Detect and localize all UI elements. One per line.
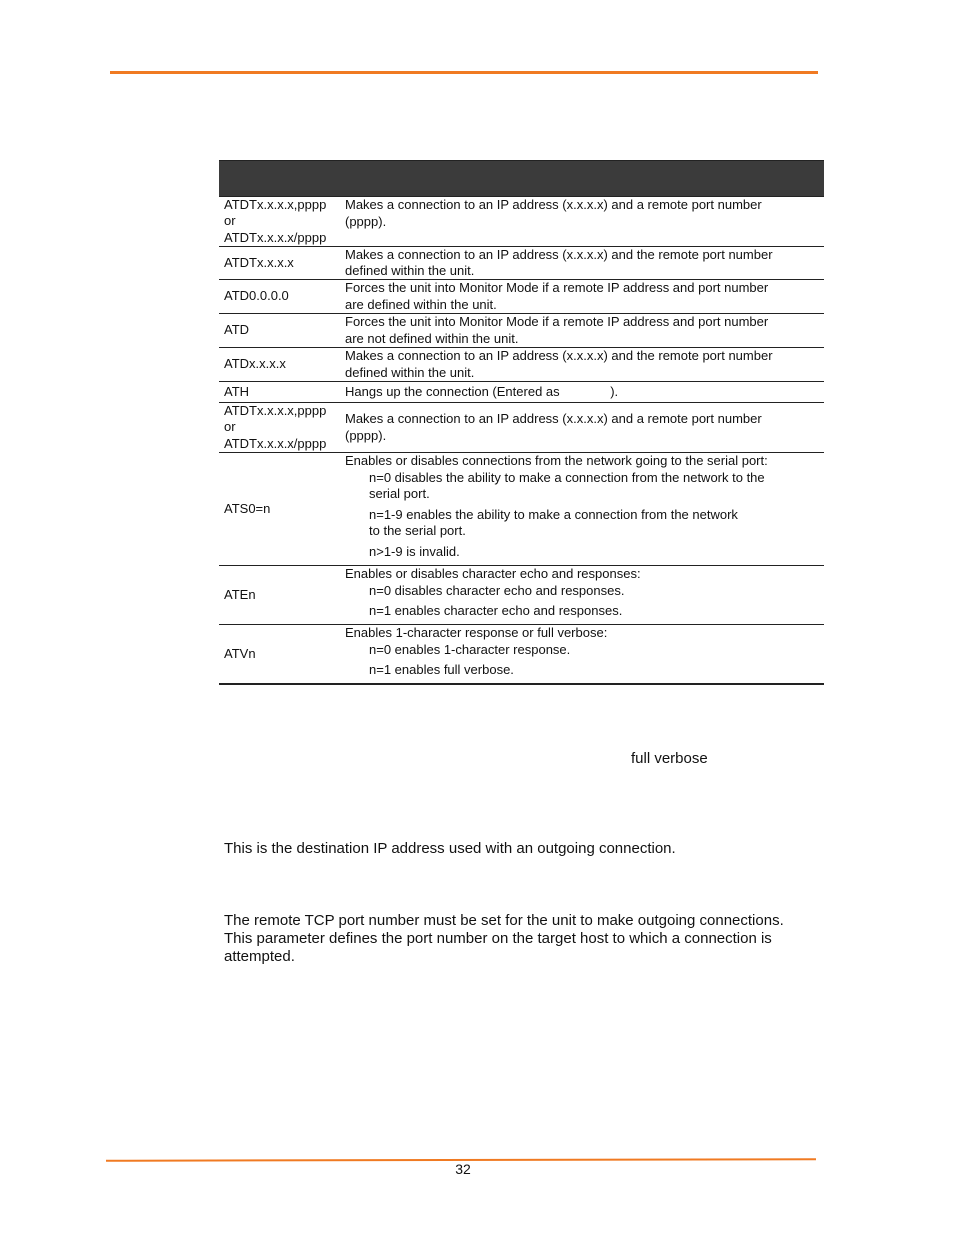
description-text: (pppp).: [345, 213, 387, 229]
full-verbose-text: full verbose: [631, 750, 708, 767]
option-item: [345, 662, 824, 679]
table-row: [219, 452, 824, 565]
description-cell: [340, 280, 824, 313]
command-cell: [219, 314, 340, 347]
table-row: [219, 313, 824, 347]
command-cell: [219, 348, 340, 381]
command-text: ATD0.0.0.0: [224, 288, 289, 304]
command-text: ATDTx.x.x.x,pppp: [224, 196, 327, 212]
table-row: [219, 565, 824, 624]
option-text: n=0 disables the ability to make a connection from the network to the: [369, 469, 765, 485]
description-intro: Enables or disables character echo and responses:: [345, 566, 641, 581]
table-row: [219, 624, 824, 683]
command-text: ATDTx.x.x.x: [224, 254, 294, 270]
command-cell: [219, 247, 340, 279]
description-text: defined within the unit.: [345, 263, 475, 278]
command-text: ATD: [224, 322, 250, 338]
option-text: n=0 disables character echo and responses.: [369, 582, 625, 598]
command-cell: [219, 625, 340, 683]
description-text: defined within the unit.: [345, 364, 475, 380]
table-row: [219, 196, 824, 246]
command-text: ATDTx.x.x.x/pppp: [224, 435, 327, 451]
command-text: ATDTx.x.x.x,pppp: [224, 402, 327, 418]
command-text: ATDTx.x.x.x/pppp: [224, 229, 327, 245]
description-text: Makes a connection to an IP address (x.x.x.x) and the remote port number: [345, 246, 773, 262]
command-text: or: [224, 213, 236, 229]
command-cell: [219, 566, 340, 624]
remote-port-paragraph: [224, 912, 824, 966]
description-cell: [340, 382, 824, 402]
paragraph-line: The remote TCP port number must be set for the unit to make outgoing connections.: [224, 912, 784, 929]
option-item: [345, 507, 824, 540]
command-text: ATDx.x.x.x: [224, 356, 286, 372]
description-text: are not defined within the unit.: [345, 330, 519, 346]
table-row: [219, 347, 824, 381]
description-text: Forces the unit into Monitor Mode if a remote IP address and port number: [345, 280, 769, 295]
option-item: [345, 583, 824, 600]
remote-ip-paragraph: This is the destination IP address used with an outgoing connection.: [224, 840, 676, 857]
table-row: [219, 246, 824, 279]
description-cell: [340, 314, 824, 347]
command-text: ATEn: [224, 586, 256, 602]
command-cell: [219, 280, 340, 313]
description-cell: [340, 197, 824, 246]
description-cell: [340, 453, 824, 565]
description-text: are defined within the unit.: [345, 296, 497, 312]
table-row: [219, 381, 824, 402]
command-cell: [219, 453, 340, 565]
command-cell: [219, 382, 340, 402]
at-command-table: [219, 160, 824, 685]
description-cell: [340, 625, 824, 683]
description-intro: Enables or disables connections from the network going to the serial port:: [345, 453, 768, 468]
option-text: n=1 enables character echo and responses.: [369, 603, 623, 618]
option-item: [345, 544, 824, 561]
option-text: n=0 enables 1-character response.: [369, 641, 571, 657]
command-text: or: [224, 419, 236, 435]
command-cell: [219, 197, 340, 246]
command-text: ATH: [224, 383, 250, 399]
command-text: ATVn: [224, 645, 256, 661]
description-cell: [340, 403, 824, 452]
description-cell: [340, 348, 824, 381]
command-cell: [219, 403, 340, 452]
option-text: serial port.: [369, 486, 430, 501]
option-text: to the serial port.: [369, 523, 466, 538]
option-text: n=1-9 enables the ability to make a connection from the network: [369, 506, 738, 522]
option-text: n=1 enables full verbose.: [369, 662, 514, 677]
description-text: Forces the unit into Monitor Mode if a remote IP address and port number: [345, 314, 769, 329]
header-rule: [110, 71, 818, 74]
table-row: [219, 279, 824, 313]
paragraph-line: attempted.: [224, 948, 295, 965]
table-row: [219, 402, 824, 452]
command-text: ATS0=n: [224, 500, 271, 516]
description-cell: [340, 247, 824, 279]
description-text: Makes a connection to an IP address (x.x.x.x) and a remote port number: [345, 197, 762, 212]
description-text: Makes a connection to an IP address (x.x.x.x) and the remote port number: [345, 348, 773, 363]
description-intro: Enables 1-character response or full verbose:: [345, 625, 608, 640]
description-text: Makes a connection to an IP address (x.x.x.x) and a remote port number: [345, 411, 762, 426]
description-text: (pppp).: [345, 427, 387, 443]
option-item: [345, 470, 824, 503]
option-text: n>1-9 is invalid.: [369, 543, 460, 559]
description-cell: [340, 566, 824, 624]
option-item: [345, 603, 824, 620]
table-header: [219, 160, 824, 196]
paragraph-line: This parameter defines the port number on the target host to which a connection is: [224, 930, 772, 947]
option-item: [345, 642, 824, 659]
description-text: Hangs up the connection (Entered as ).: [345, 383, 619, 399]
page-number: 32: [455, 1161, 471, 1177]
